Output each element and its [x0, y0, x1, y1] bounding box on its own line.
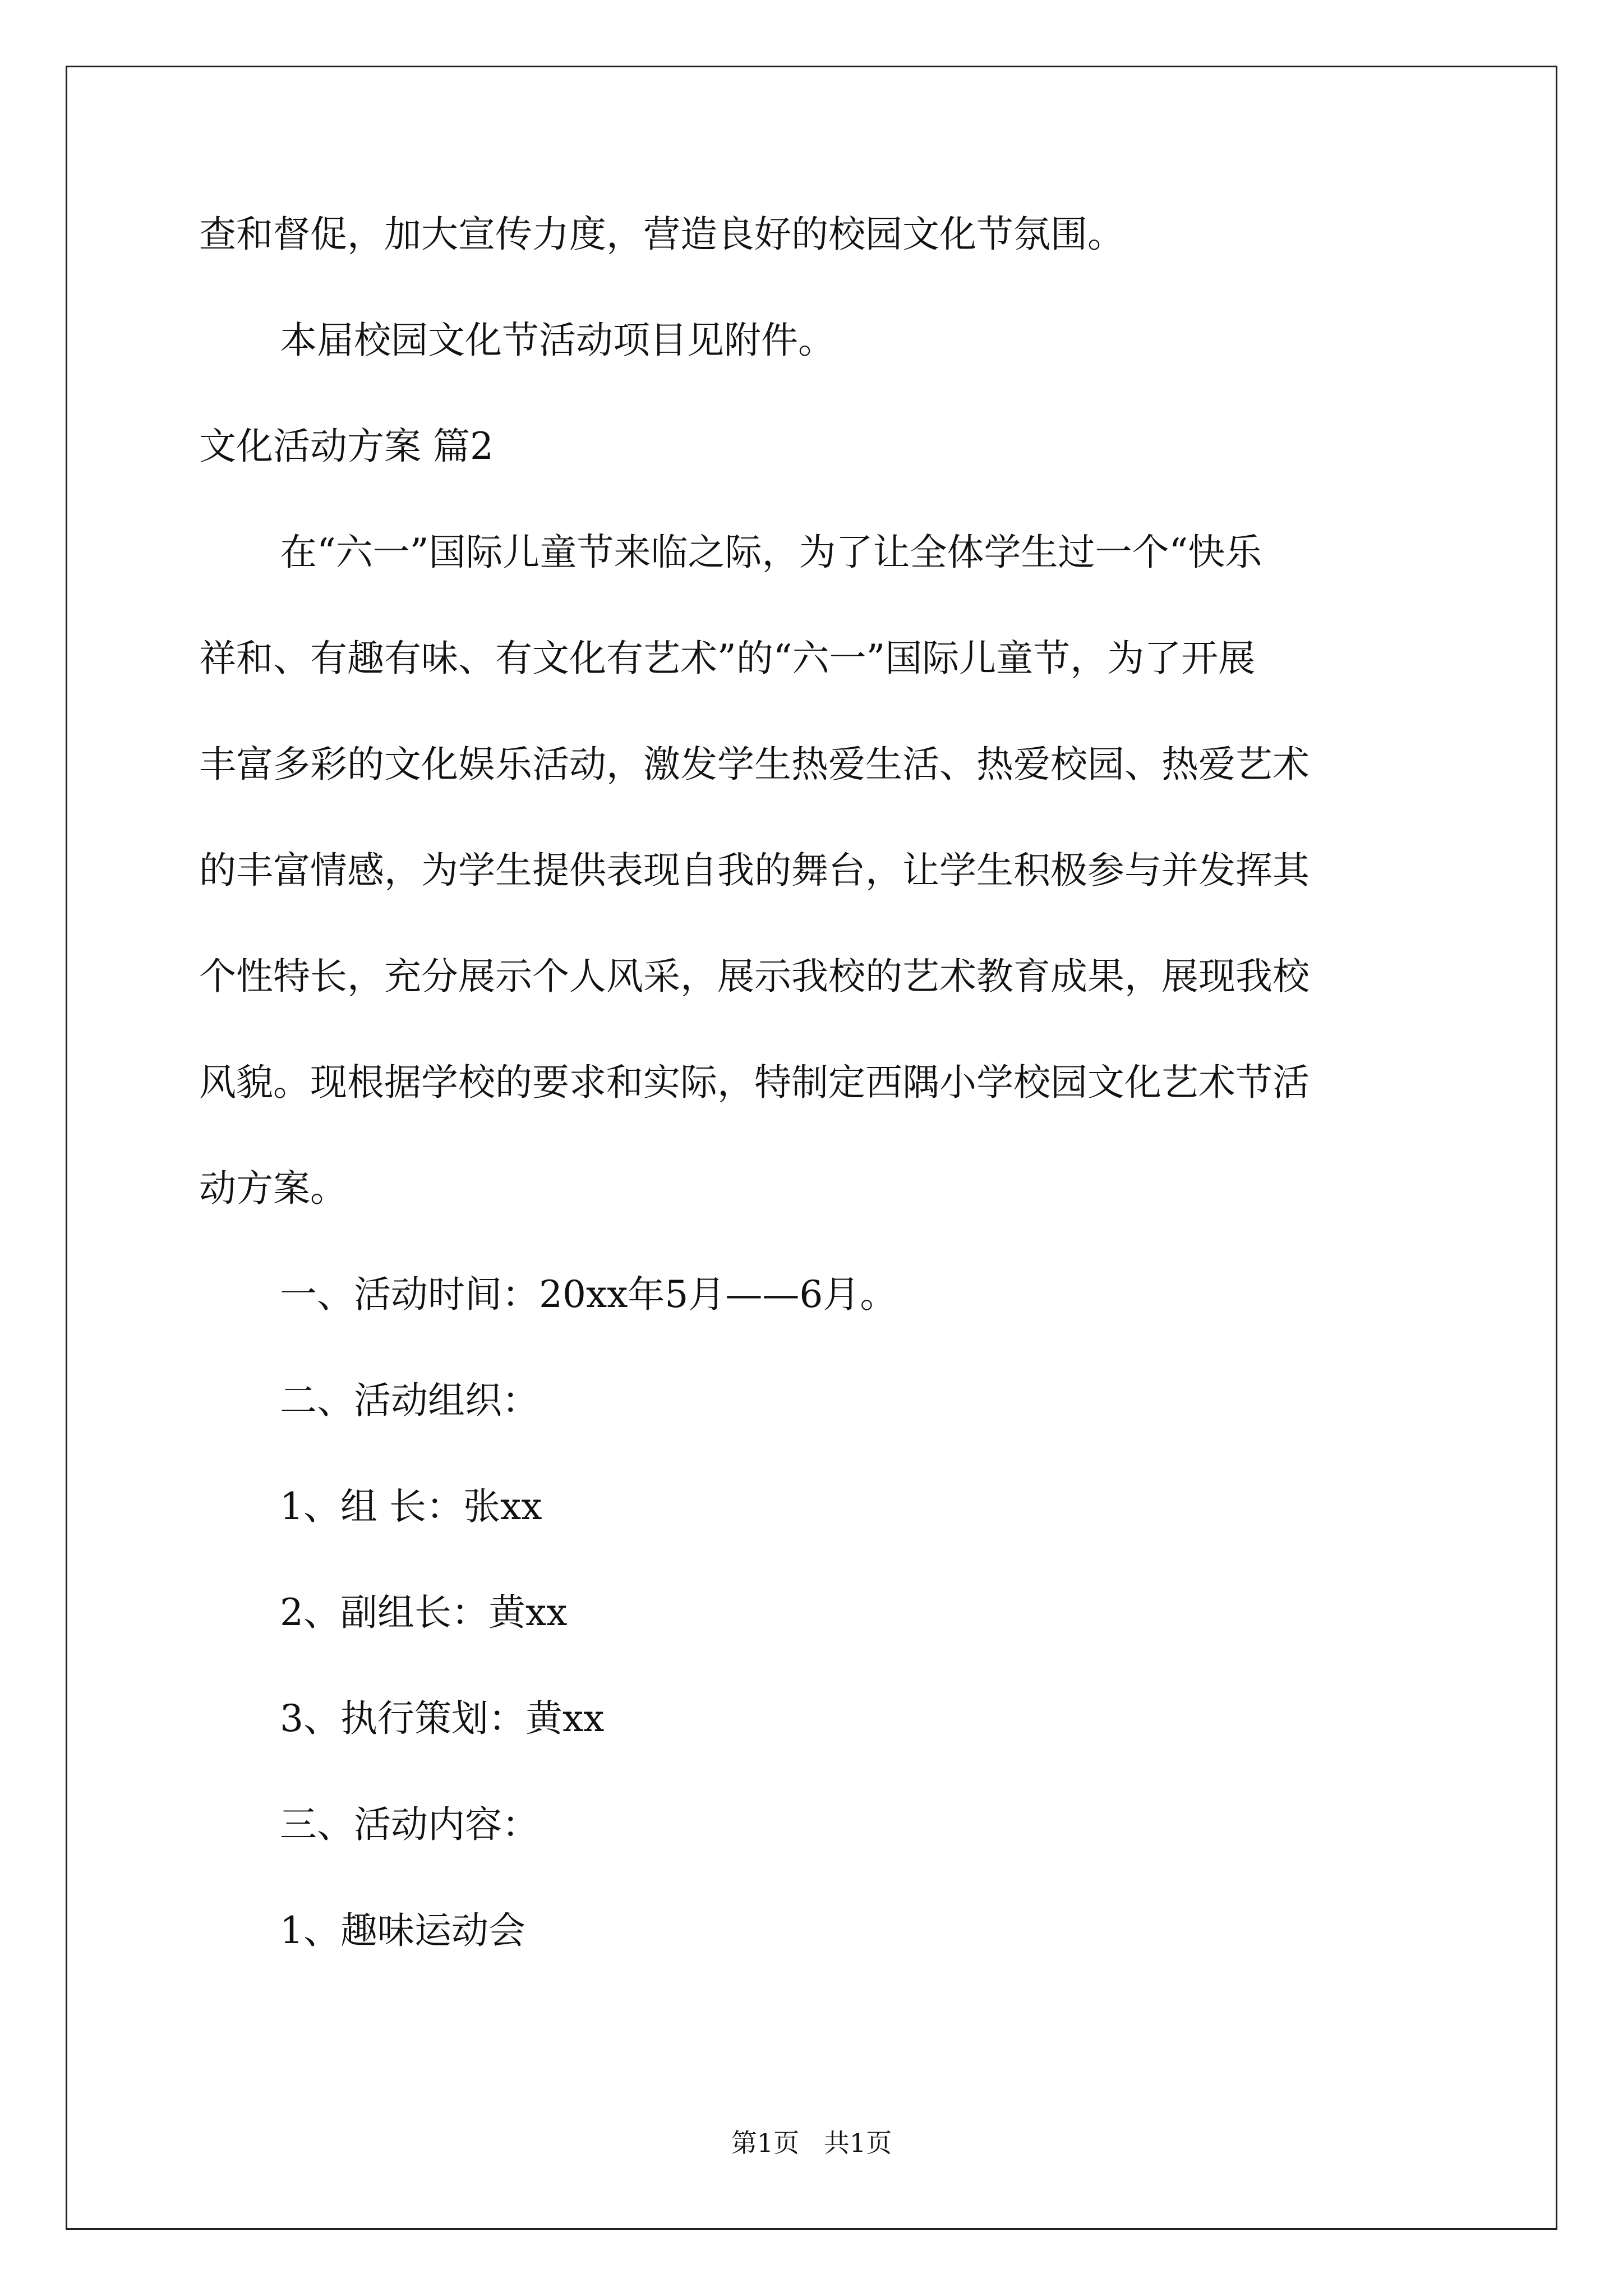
- paragraph-line: 风貌。现根据学校的要求和实际，特制定西隅小学校园文化艺术节活: [199, 1061, 1310, 1104]
- paragraph-line: 个性特长，充分展示个人风采，展示我校的艺术教育成果，展现我校: [199, 955, 1310, 998]
- list-item: 二、活动组织：: [280, 1379, 539, 1422]
- section-heading: 文化活动方案 篇2: [199, 425, 494, 468]
- paragraph-line: 本届校园文化节活动项目见附件。: [280, 319, 835, 362]
- list-item: 2、副组长：黄xx: [280, 1591, 568, 1634]
- page-footer: 第1页 共1页: [731, 2128, 892, 2158]
- paragraph-line: 的丰富情感，为学生提供表现自我的舞台，让学生积极参与并发挥其: [199, 849, 1310, 892]
- paragraph-line: 丰富多彩的文化娱乐活动，激发学生热爱生活、热爱校园、热爱艺术: [199, 743, 1310, 786]
- paragraph-line: 动方案。: [199, 1167, 347, 1210]
- list-item: 三、活动内容：: [280, 1803, 539, 1846]
- list-item: 一、活动时间：20xx年5月——6月。: [280, 1273, 897, 1316]
- paragraph-line: 在“六一”国际儿童节来临之际，为了让全体学生过一个“快乐: [280, 531, 1262, 574]
- list-item: 1、组 长：张xx: [280, 1485, 542, 1528]
- paragraph-line: 祥和、有趣有味、有文化有艺术”的“六一”国际儿童节，为了开展: [199, 637, 1256, 680]
- paragraph-line: 查和督促，加大宣传力度，营造良好的校园文化节氛围。: [199, 213, 1124, 256]
- list-item: 1、趣味运动会: [280, 1909, 525, 1952]
- document-body: [199, 208, 1433, 1958]
- list-item: 3、执行策划：黄xx: [280, 1697, 605, 1740]
